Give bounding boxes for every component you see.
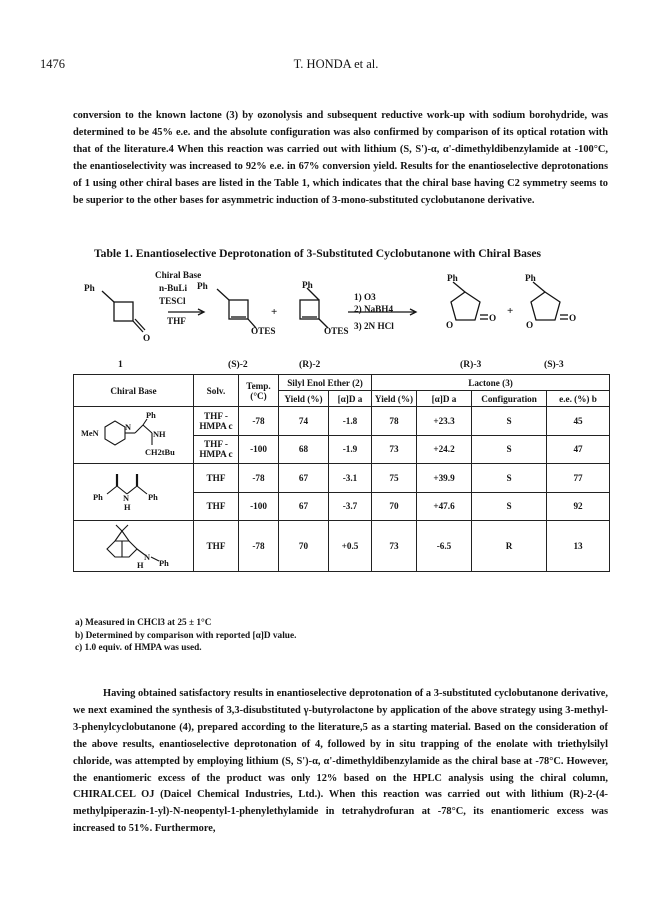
cell-rotation-2: -1.9 [329, 435, 372, 464]
base3-h: H [136, 561, 144, 569]
cell-ee: 47 [547, 435, 610, 464]
cell-yield-2: 67 [279, 492, 329, 521]
cell-yield-2: 70 [279, 521, 329, 572]
reagent-2-line1: 1) O3 [354, 292, 376, 302]
piperazine-base-svg [75, 407, 193, 461]
cell-configuration: S [472, 464, 547, 493]
o-carbonyl-label-r: O [489, 313, 497, 323]
reaction-scheme [70, 264, 630, 372]
compound-label-s3: (S)-3 [544, 359, 564, 370]
cyclobutanone-ring [114, 302, 133, 321]
base2-n: N [122, 494, 129, 503]
o-ring-label-s: O [526, 320, 534, 330]
otes-label-2: OTES [324, 326, 349, 336]
paragraph-1 [73, 108, 608, 209]
chiral-base-structure-2 [74, 464, 194, 521]
base2-ph-right: Ph [147, 493, 158, 502]
cell-configuration: S [472, 407, 547, 436]
compound-label-s2: (S)-2 [228, 359, 248, 370]
cell-ee: 13 [547, 521, 610, 572]
header-yield-3: Yield (%) [372, 391, 417, 407]
cell-temp: -78 [239, 407, 279, 436]
cell-rotation-2: -3.7 [329, 492, 372, 521]
paragraph-1-text: conversion to the known lactone (3) by ozonolysis and subsequent reductive work-up with sodium borohydride, was determined to be 45% e.e. and the absolute configuration was also confirmed by comparison of its optical rotation with that of the literature.4 When this reaction was carried out with lithium (S, S')-α, α'-dimethyldibenzylamide at -100°C, the enantioselectivity was increased to 92% e.e. in 67% conversion yield. Results for the enantioselective deprotonations of 1 using other chiral bases are listed in the Table 1, which indicates that the chiral base having C2 symmetry seems to be superior to the other bases for asymmetric induction of 3-mono-substituted cyclobutanone derivative. [73, 110, 608, 206]
cell-rotation-2: -1.8 [329, 407, 372, 436]
ph-label-3: Ph [302, 280, 313, 290]
cell-temp: -78 [239, 464, 279, 493]
cell-temp: -100 [239, 492, 279, 521]
cell-rotation-3: +24.2 [417, 435, 472, 464]
reaction-scheme-svg [70, 264, 630, 372]
cell-rotation-2: +0.5 [329, 521, 372, 572]
base1-nh: NH [152, 430, 166, 439]
reagent-1-line2: n-BuLi [159, 283, 188, 293]
o-ring-label-r: O [446, 320, 454, 330]
plus-sign-2: + [507, 305, 514, 317]
table-caption: Table 1. Enantioselective Deprotonation of 3-Substituted Cyclobutanone with Chiral Bases [94, 247, 542, 260]
cell-rotation-3: +39.9 [417, 464, 472, 493]
page-header [40, 57, 632, 73]
table-row [74, 464, 610, 493]
table-footnotes [75, 617, 296, 655]
o-carbonyl-label-s: O [569, 313, 577, 323]
silyl-enol-ether-r [300, 300, 319, 319]
compound-label-r3: (R)-3 [460, 359, 482, 370]
base1-ph: Ph [145, 411, 156, 420]
cell-solv: THF [194, 464, 239, 493]
base1-men: MeN [80, 429, 99, 438]
otes-label-1: OTES [251, 326, 276, 336]
bicyclic-amine-svg [75, 521, 193, 569]
base2-ph-left: Ph [92, 493, 103, 502]
dimethyldibenzylamine-svg [75, 464, 193, 518]
cell-yield-2: 67 [279, 464, 329, 493]
cell-rotation-3: -6.5 [417, 521, 472, 572]
compound-label-r2: (R)-2 [299, 359, 321, 370]
ph-label-2: Ph [197, 281, 208, 291]
cell-yield-3: 75 [372, 464, 417, 493]
page-number: 1476 [40, 57, 65, 71]
cell-yield-3: 78 [372, 407, 417, 436]
header-configuration: Configuration [472, 391, 547, 407]
base2-h: H [123, 503, 131, 512]
footnote-c: c) 1.0 equiv. of HMPA was used. [75, 643, 202, 654]
cell-rotation-2: -3.1 [329, 464, 372, 493]
cell-configuration: R [472, 521, 547, 572]
paragraph-2 [73, 686, 608, 838]
ph-label-5: Ph [525, 273, 536, 283]
header-solv: Solv. [194, 375, 239, 407]
cell-temp: -78 [239, 521, 279, 572]
cell-solv: THF - HMPA c [194, 407, 239, 436]
reagent-2-line3: 3) 2N HCl [354, 321, 394, 331]
header-lactone: Lactone (3) [372, 375, 610, 391]
ph-label-1: Ph [84, 283, 95, 293]
cell-ee: 45 [547, 407, 610, 436]
cell-ee: 92 [547, 492, 610, 521]
ph-label-4: Ph [447, 273, 458, 283]
footnote-a: a) Measured in CHCl3 at 25 ± 1°C [75, 618, 212, 628]
running-head: T. HONDA et al. [293, 57, 379, 71]
table-row [74, 521, 610, 572]
header-rotation-3: [α]D a [417, 391, 472, 407]
header-silyl-enol-ether: Silyl Enol Ether (2) [279, 375, 372, 391]
reagent-1-line3: TESCl [159, 296, 186, 306]
o-label-1: O [143, 333, 151, 343]
base3-ph: Ph [158, 559, 169, 568]
cell-temp: -100 [239, 435, 279, 464]
reagent-1-line1: Chiral Base [155, 270, 202, 280]
cell-configuration: S [472, 435, 547, 464]
chiral-base-structure-1 [74, 407, 194, 464]
cell-yield-2: 74 [279, 407, 329, 436]
cell-solv: THF [194, 492, 239, 521]
results-table [73, 374, 610, 572]
base3-n: N [143, 553, 150, 562]
footnote-b: b) Determined by comparison with reported [α]D value. [75, 630, 297, 641]
cell-solv: THF [194, 521, 239, 572]
paragraph-2-text: Having obtained satisfactory results in enantioselective deprotonation of a 3-substituted cyclobutanone derivative, we next examined the synthesis of 3,3-disubstituted γ-butyrolactone by application of the above strategy using 3-methyl-3-phenylcyclobutanone (4), prepared according to the literature,5 as a starting material. Based on the consideration of the above results, enantioselective deprotonation of 4, followed by in situ trapping of the enolate with triethylsilyl chloride, was attempted by employing lithium (S, S')-α, α'-dimethyldibenzylamide as the chiral base at -78°C. However, the enantiomeric excess of the product was only 12% based on the HPLC analysis using the chiral column, CHIRALCEL OJ (Daicel Chemical Industries, Ltd.). When this reaction was carried out with lithium (R)-2-(4-methylpiperazin-1-yl)-N-neopentyl-1-phenylethylamide in tetrahydrofuran at -78°C, its enantiomeric excess was increased to 51%. Furthermore, [73, 688, 608, 835]
cell-solv: THF - HMPA c [194, 435, 239, 464]
cell-rotation-3: +23.3 [417, 407, 472, 436]
chiral-base-structure-3 [74, 521, 194, 572]
compound-label-1: 1 [118, 359, 123, 370]
silyl-enol-ether-s [229, 300, 248, 319]
reagent-2-line2: 2) NaBH4 [354, 304, 394, 314]
cell-configuration: S [472, 492, 547, 521]
base1-ch2tbu: CH2tBu [144, 448, 175, 457]
cell-yield-3: 70 [372, 492, 417, 521]
cell-ee: 77 [547, 464, 610, 493]
cell-yield-2: 68 [279, 435, 329, 464]
header-ee: e.e. (%) b [547, 391, 610, 407]
header-temp: Temp.(°C) [239, 375, 279, 407]
header-rotation-2: [α]D a [329, 391, 372, 407]
header-chiral-base: Chiral Base [74, 375, 194, 407]
lactone-ring-r [451, 292, 480, 320]
header-yield-2: Yield (%) [279, 391, 329, 407]
lactone-ring-s [531, 292, 560, 320]
reagent-1-line4: THF [167, 316, 186, 326]
table-row [74, 407, 610, 436]
cell-yield-3: 73 [372, 435, 417, 464]
cell-yield-3: 73 [372, 521, 417, 572]
cell-rotation-3: +47.6 [417, 492, 472, 521]
base1-n: N [124, 423, 131, 432]
plus-sign-1: + [271, 306, 278, 318]
